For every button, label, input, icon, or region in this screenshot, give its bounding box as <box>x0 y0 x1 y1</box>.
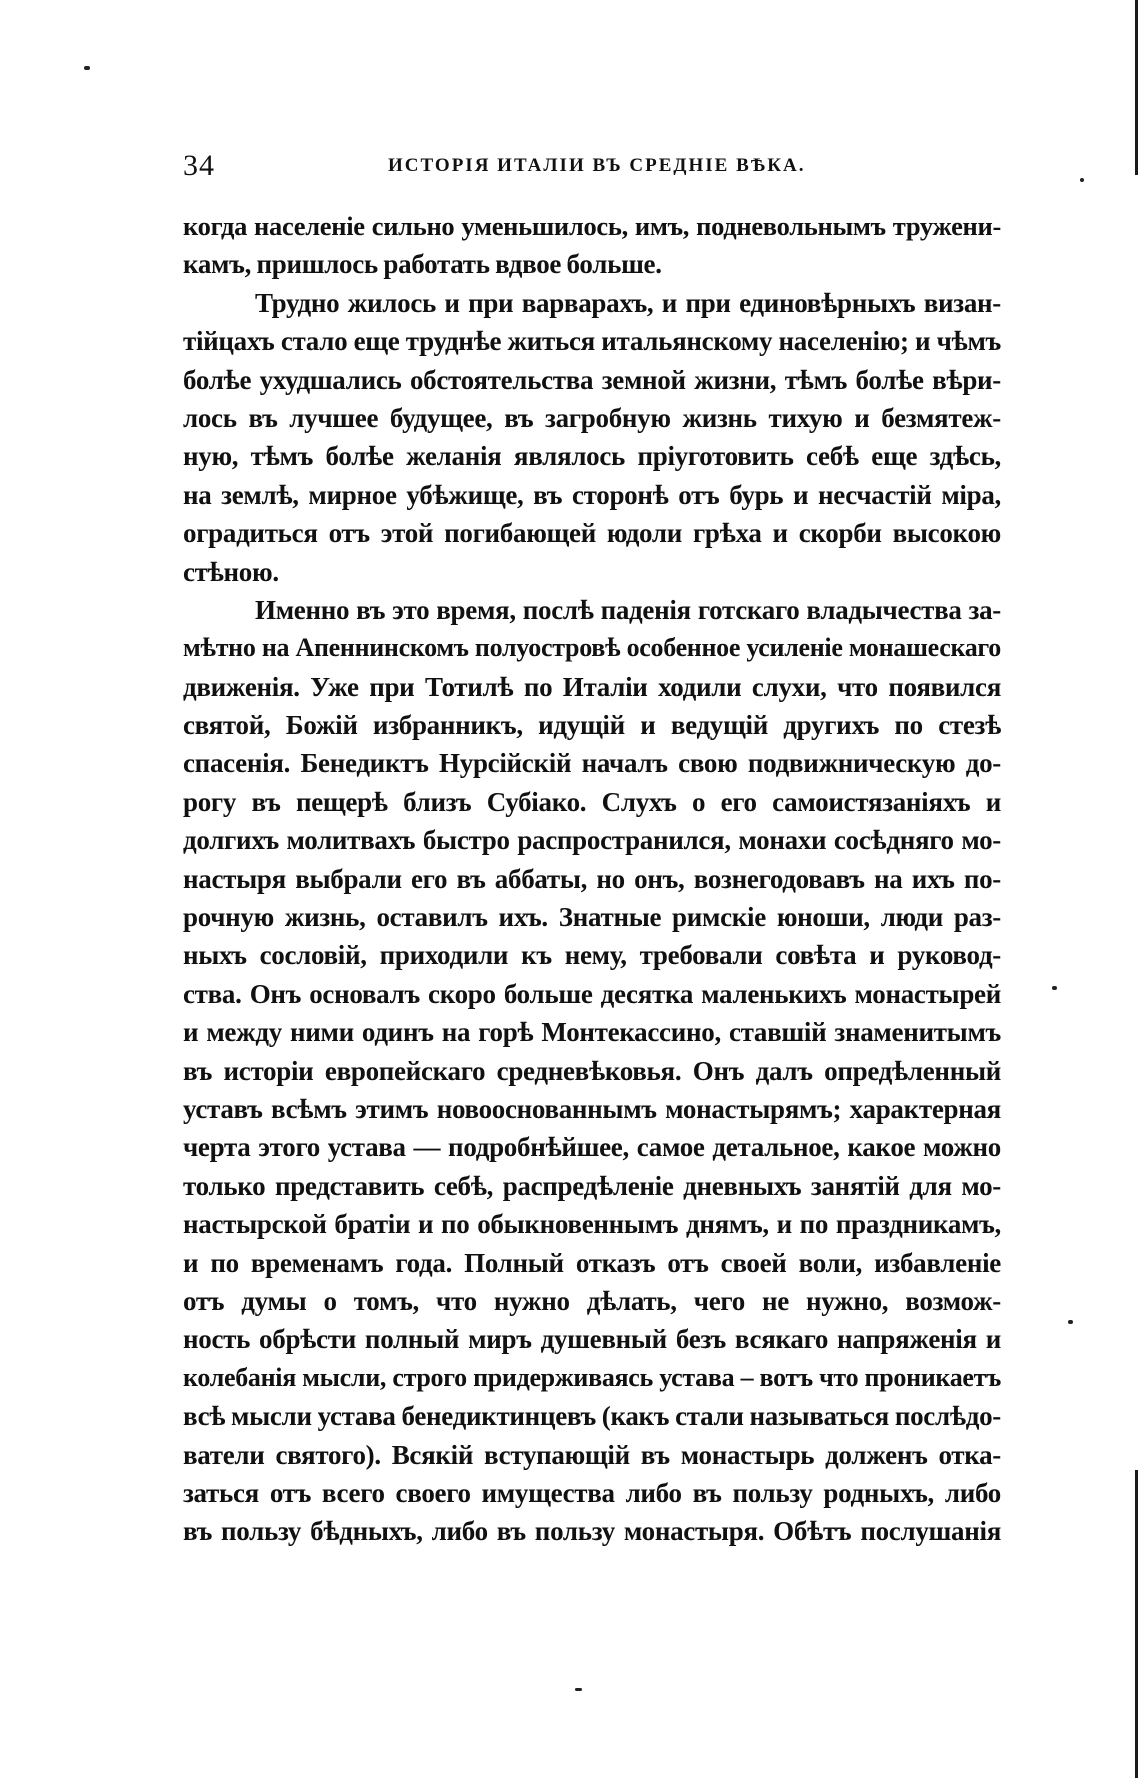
scan-edge-rule <box>1135 0 1138 175</box>
text-line: ность обрѣсти полный миръ душевный безъ всякаго напряженія и <box>183 1324 1001 1355</box>
text-line: отъ думы о томъ, что нужно дѣлать, чего не нужно, возмож- <box>183 1285 1001 1316</box>
text-line: ства. Онъ основалъ скоро больше десятка маленькихъ монастырей <box>183 978 1001 1009</box>
text-line: Трудно жилось и при варварахъ, и при единовѣрныхъ визан- <box>255 287 1001 318</box>
page-number: 34 <box>183 149 215 182</box>
text-line: когда населеніе сильно уменьшилось, имъ, подневольнымъ тружени- <box>183 211 1001 241</box>
page-header <box>183 146 1003 186</box>
body-text <box>183 207 1001 1551</box>
text-line: черта этого устава — подробнѣйшее, самое детальное, какое можно <box>183 1132 1001 1163</box>
text-line: ныхъ сословій, приходили къ нему, требовали совѣта и руковод- <box>183 940 1001 971</box>
text-line: и между ними одинъ на горѣ Монтекассино, ставшій знаменитымъ <box>183 1017 1001 1048</box>
scan-speck <box>1068 1320 1073 1324</box>
text-line: на землѣ, мирное убѣжище, въ сторонѣ отъ бурь и несчастій міра, <box>183 479 1001 510</box>
text-line: въ пользу бѣдныхъ, либо въ пользу монастыря. Обѣтъ послушанія <box>183 1516 1001 1547</box>
text-line: только представить себѣ, распредѣленіе дневныхъ занятій для мо- <box>183 1170 1001 1201</box>
text-line: мѣтно на Апеннинскомъ полуостровѣ особенное усиленіе монашескаго <box>183 633 1001 663</box>
text-line: долгихъ молитвахъ быстро распространился, монахи сосѣдняго мо- <box>183 825 1001 856</box>
text-line: спасенія. Бенедиктъ Нурсійскій началъ свою подвижническую до- <box>183 748 1001 779</box>
text-line: ватели святого). Всякій вступающій въ монастырь долженъ отка- <box>183 1439 1001 1470</box>
text-line: настыря выбрали его въ аббаты, но онъ, вознегодовавъ на ихъ по- <box>183 863 1001 894</box>
text-line: Именно въ это время, послѣ паденія готскаго владычества за- <box>255 594 1001 625</box>
scan-speck <box>1052 986 1057 990</box>
text-line: настырской братіи и по обыкновеннымъ днямъ, и по праздникамъ, <box>183 1209 1001 1240</box>
text-line: оградиться отъ этой погибающей юдоли грѣха и скорби высокою <box>183 518 1001 549</box>
scan-speck <box>575 1688 582 1691</box>
text-line: движенія. Уже при Тотилѣ по Италіи ходили слухи, что появился <box>183 671 1001 702</box>
text-line: уставъ всѣмъ этимъ новооснованнымъ монастырямъ; характерная <box>183 1093 1001 1124</box>
text-line: стѣною. <box>183 556 279 587</box>
text-line: рогу въ пещерѣ близъ Субіако. Слухъ о его самоистязаніяхъ и <box>183 786 1001 817</box>
text-line: болѣе ухудшались обстоятельства земной жизни, тѣмъ болѣе вѣри- <box>183 364 1001 395</box>
text-line: тійцахъ стало еще труднѣе житься итальянскому населенію; и чѣмъ <box>183 326 1001 357</box>
text-line: колебанія мысли, строго придерживаясь устава – вотъ что проникаетъ <box>183 1362 1001 1392</box>
text-line: и по временамъ года. Полный отказъ отъ своей воли, избавленіе <box>183 1247 1001 1278</box>
scan-speck <box>84 66 90 70</box>
scan-edge-rule <box>1135 1470 1138 1778</box>
text-line: въ исторіи европейскаго средневѣковья. Онъ далъ опредѣленный <box>183 1055 1001 1086</box>
text-line: камъ, пришлось работать вдвое больше. <box>183 249 662 280</box>
text-line: святой, Божій избранникъ, идущій и ведущій другихъ по стезѣ <box>183 710 1001 741</box>
running-title: ИСТОРІЯ ИТАЛІИ ВЪ СРЕДНІЕ ВѢКА. <box>388 155 806 176</box>
scan-speck <box>1080 178 1084 182</box>
text-line: лось въ лучшее будущее, въ загробную жизнь тихую и безмятеж- <box>183 402 1001 433</box>
text-line: заться отъ всего своего имущества либо въ пользу родныхъ, либо <box>183 1477 1001 1508</box>
text-line: всѣ мысли устава бенедиктинцевъ (какъ стали называться послѣдо- <box>183 1401 1001 1432</box>
text-line: рочную жизнь, оставилъ ихъ. Знатные римскіе юноши, люди раз- <box>183 902 1001 933</box>
text-line: ную, тѣмъ болѣе желанія являлось пріуготовить себѣ еще здѣсь, <box>183 441 1001 472</box>
